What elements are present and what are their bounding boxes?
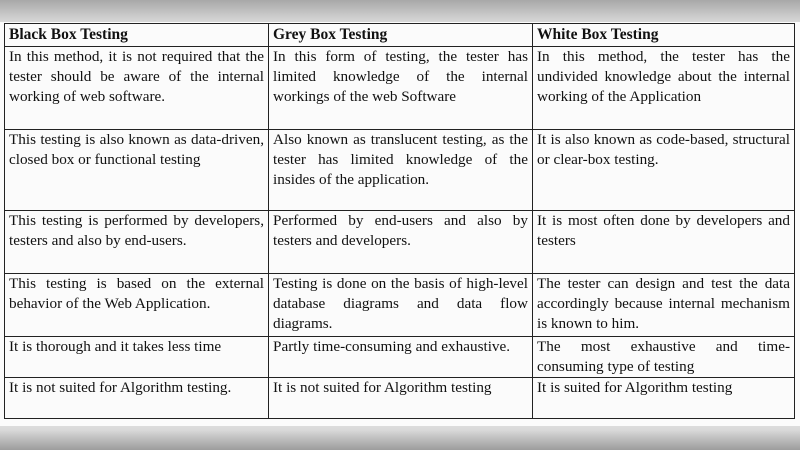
cell-grey-box: It is not suited for Algorithm testing xyxy=(269,378,533,419)
cell-grey-box: Partly time-consuming and exhaustive. xyxy=(269,337,533,378)
comparison-table xyxy=(4,23,795,419)
cell-grey-box: Also known as translucent testing, as the tester has limited knowledge of the insides of the application. xyxy=(269,130,533,211)
cell-white-box: The most exhaustive and time-consuming type of testing xyxy=(533,337,795,378)
cell-grey-box: Performed by end-users and also by testers and developers. xyxy=(269,211,533,274)
cell-white-box: It is suited for Algorithm testing xyxy=(533,378,795,419)
table-row xyxy=(5,47,795,130)
cell-black-box: This testing is also known as data-driven, closed box or functional testing xyxy=(5,130,269,211)
cell-white-box: In this method, the tester has the undivided knowledge about the internal working of the Application xyxy=(533,47,795,130)
table-row xyxy=(5,378,795,419)
cell-grey-box: Testing is done on the basis of high-level database diagrams and data flow diagrams. xyxy=(269,274,533,337)
table-header-row xyxy=(5,24,795,47)
cell-black-box: This testing is performed by developers, testers and also by end-users. xyxy=(5,211,269,274)
cell-black-box: This testing is based on the external behavior of the Web Application. xyxy=(5,274,269,337)
table-row xyxy=(5,337,795,378)
cell-white-box: The tester can design and test the data accordingly because internal mechanism is known to him. xyxy=(533,274,795,337)
cell-black-box: In this method, it is not required that the tester should be aware of the internal working of web software. xyxy=(5,47,269,130)
table-row xyxy=(5,130,795,211)
header-white-box: White Box Testing xyxy=(533,24,795,47)
cell-white-box: It is also known as code-based, structural or clear-box testing. xyxy=(533,130,795,211)
cell-black-box: It is thorough and it takes less time xyxy=(5,337,269,378)
table-row xyxy=(5,211,795,274)
cell-white-box: It is most often done by developers and testers xyxy=(533,211,795,274)
table-row xyxy=(5,274,795,337)
header-grey-box: Grey Box Testing xyxy=(269,24,533,47)
cell-black-box: It is not suited for Algorithm testing. xyxy=(5,378,269,419)
cell-grey-box: In this form of testing, the tester has limited knowledge of the internal workings of the web Software xyxy=(269,47,533,130)
header-black-box: Black Box Testing xyxy=(5,24,269,47)
